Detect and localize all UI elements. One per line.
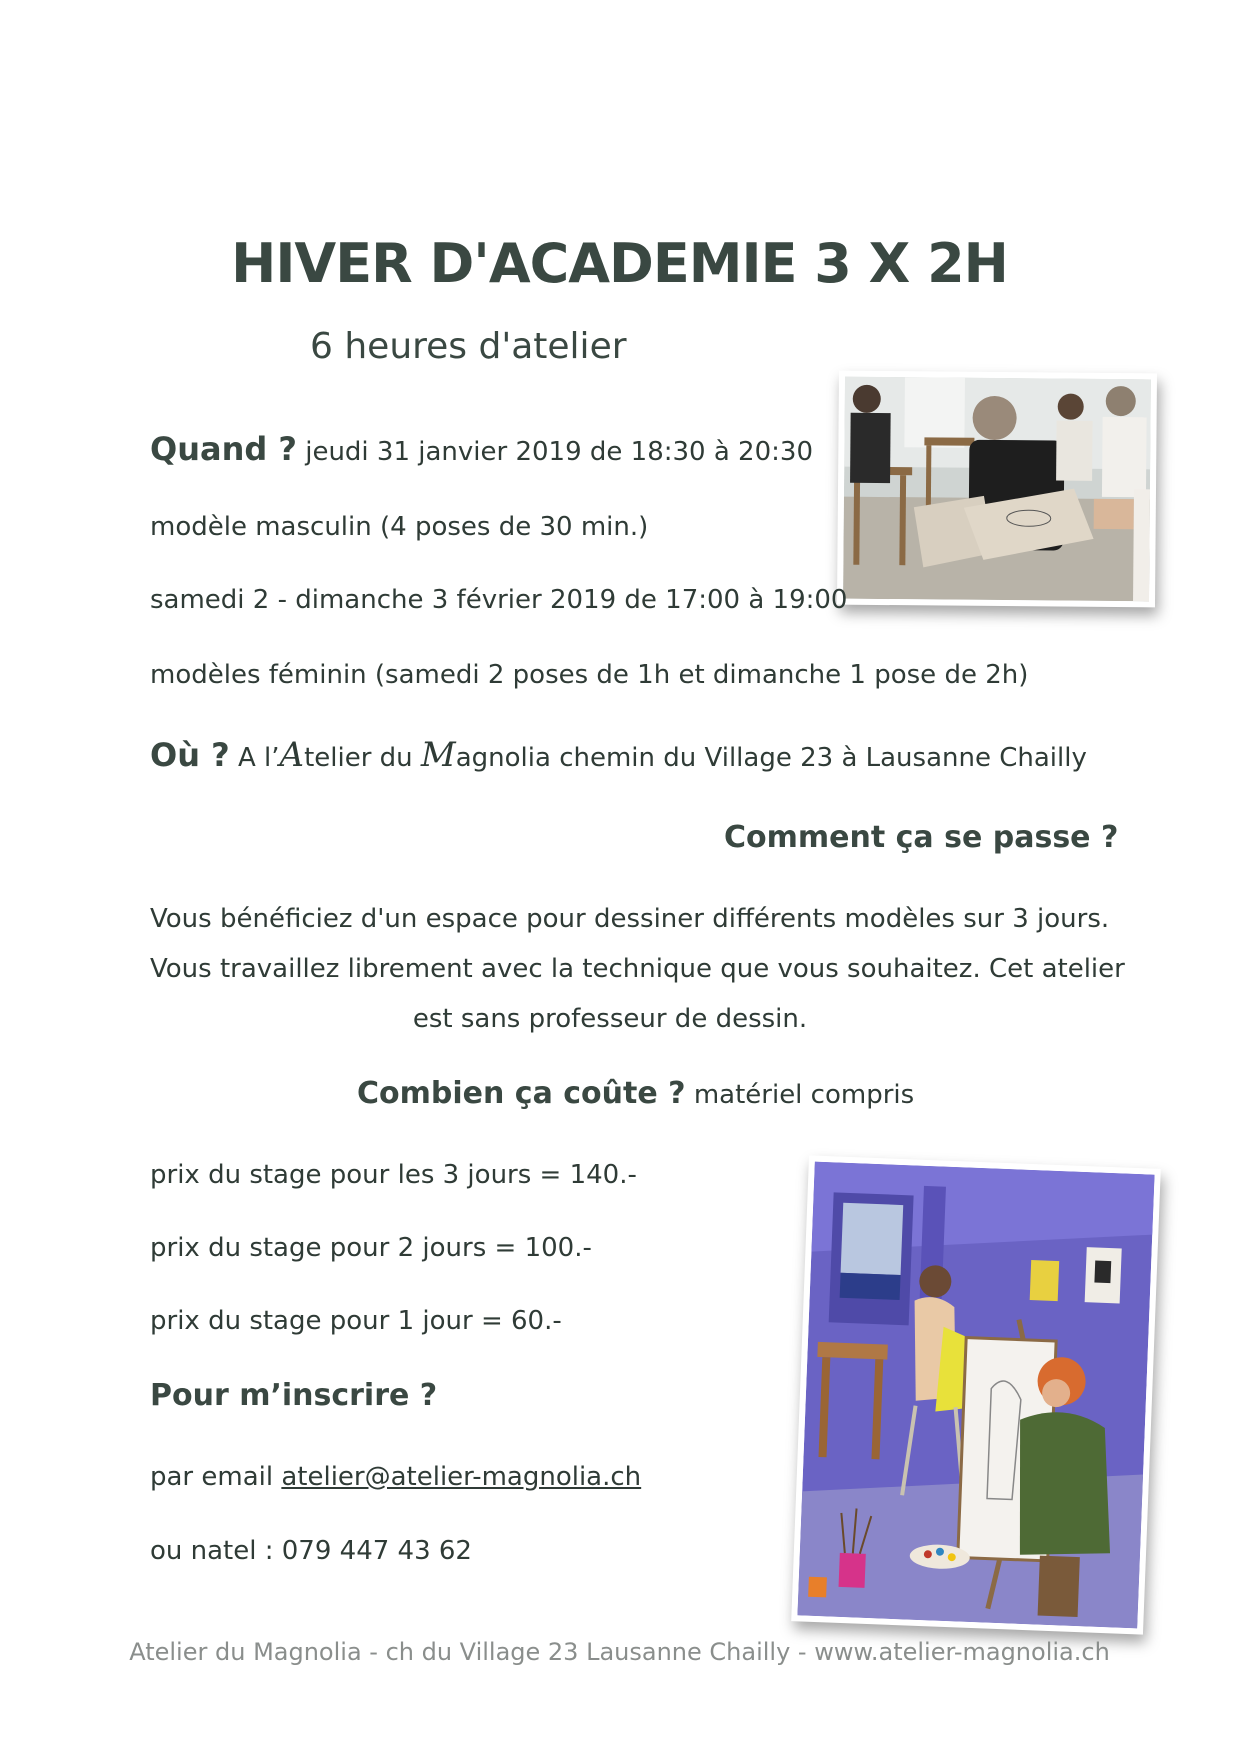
painter-illustration (791, 1155, 1161, 1634)
where-part3: agnolia chemin du Village 23 à Lausanne Chailly (455, 743, 1087, 773)
how-heading: Comment ça se passe ? (724, 820, 1119, 855)
where-label: Où ? (150, 736, 230, 774)
price-1-day: prix du stage pour 1 jour = 60.- (150, 1306, 562, 1336)
cost-heading: Combien ça coûte ? (357, 1076, 686, 1111)
where-row (150, 735, 1087, 775)
register-heading: Pour m’inscrire ? (150, 1378, 438, 1413)
when-female-models: modèles féminin (samedi 2 poses de 1h et dimanche 1 pose de 2h) (150, 660, 1029, 690)
when-male-model: modèle masculin (4 poses de 30 min.) (150, 512, 649, 542)
how-line: Vous bénéficiez d'un espace pour dessiner différents modèles sur 3 jours. (150, 904, 1110, 934)
page-footer: Atelier du Magnolia - ch du Village 23 Lausanne Chailly - www.atelier-magnolia.ch (129, 1638, 1110, 1666)
page-title: HIVER D'ACADEMIE 3 X 2H (231, 232, 1008, 295)
when-weekend-dates: samedi 2 - dimanche 3 février 2019 de 17:00 à 19:00 (150, 585, 848, 615)
how-line: est sans professeur de dessin. (412, 1004, 808, 1034)
cost-note: matériel compris (685, 1080, 915, 1110)
when-first-date: jeudi 31 janvier 2019 de 18:30 à 20:30 (296, 437, 813, 467)
how-description (150, 894, 1125, 1044)
cost-row (357, 1076, 914, 1111)
how-line: Vous travaillez librement avec la technique que vous souhaitez. Cet atelier (150, 954, 1125, 984)
when-label: Quand ? (150, 430, 297, 468)
email-prefix: par email (150, 1462, 282, 1492)
price-2-days: prix du stage pour 2 jours = 100.- (150, 1233, 592, 1263)
register-phone: ou natel : 079 447 43 62 (150, 1536, 472, 1566)
register-email-row (150, 1462, 641, 1492)
when-row (150, 430, 813, 468)
where-letter-a: A (279, 735, 305, 775)
drawing-class-photo (837, 371, 1157, 608)
price-3-days: prix du stage pour les 3 jours = 140.- (150, 1160, 637, 1190)
email-link[interactable]: atelier@atelier-magnolia.ch (281, 1462, 642, 1492)
where-part1: A l’ (229, 743, 280, 773)
page-subtitle: 6 heures d'atelier (310, 326, 627, 367)
where-part2: telier du (304, 743, 421, 773)
where-letter-m: M (420, 735, 456, 775)
